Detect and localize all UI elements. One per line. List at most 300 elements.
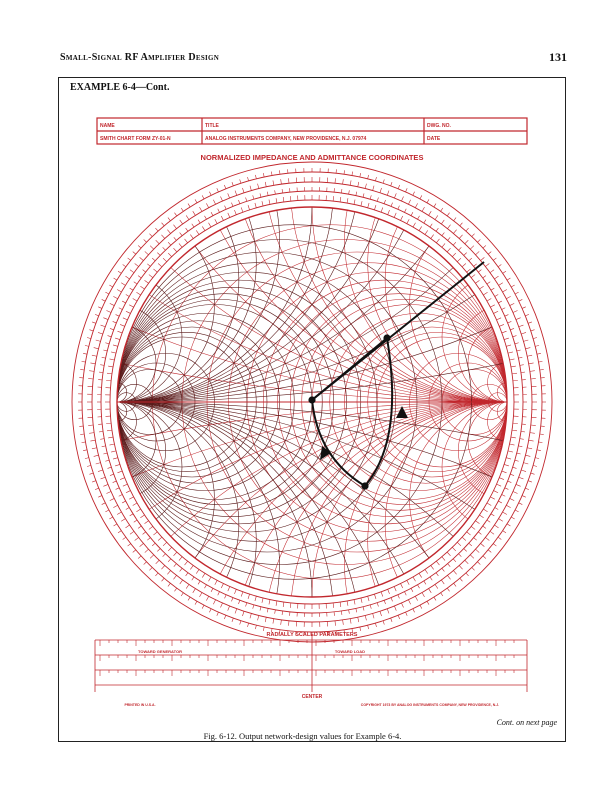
- ring-tick: [511, 366, 516, 367]
- ring-tick: [365, 184, 366, 189]
- ring-tick: [510, 474, 514, 475]
- ring-tick: [147, 538, 150, 541]
- ring-tick: [427, 601, 429, 604]
- ring-tick: [469, 258, 472, 261]
- ring-tick: [87, 338, 91, 339]
- ring-tick: [356, 192, 357, 196]
- ring-tick: [106, 310, 111, 312]
- ring-tick: [144, 239, 147, 242]
- ring-tick: [109, 517, 112, 519]
- ring-tick: [125, 276, 129, 279]
- ring-tick: [114, 524, 117, 526]
- ring-tick: [118, 271, 121, 273]
- ring-tick: [128, 544, 131, 546]
- ring-tick: [123, 484, 128, 486]
- ring-tick: [470, 555, 474, 558]
- ring-tick: [503, 290, 507, 293]
- name-label: NAME: [100, 123, 115, 129]
- ring-tick: [130, 514, 133, 516]
- ring-tick: [475, 549, 479, 552]
- ring-tick: [116, 315, 120, 317]
- ring-tick: [186, 228, 188, 231]
- ring-tick: [255, 596, 256, 601]
- ring-tick: [462, 263, 466, 266]
- ring-tick: [143, 532, 146, 534]
- ring-tick: [418, 216, 420, 219]
- ring-tick: [195, 601, 197, 604]
- ring-tick: [477, 562, 480, 565]
- ring-tick: [98, 307, 102, 309]
- ring-tick: [275, 190, 276, 194]
- ring-tick: [442, 243, 445, 247]
- ring-tick: [234, 589, 236, 594]
- form-number: SMITH CHART FORM ZY-01-N: [100, 136, 171, 142]
- ring-tick: [374, 205, 376, 210]
- ring-tick: [123, 318, 128, 320]
- ring-tick: [384, 600, 385, 604]
- ring-tick: [283, 197, 284, 202]
- ring-tick: [163, 247, 166, 250]
- ring-tick: [157, 253, 160, 256]
- ring-tick: [368, 625, 369, 629]
- ring-tick: [520, 365, 524, 366]
- ring-tick: [143, 270, 146, 272]
- ring-tick: [144, 562, 147, 565]
- ring-tick: [193, 211, 196, 215]
- ring-tick: [398, 595, 400, 599]
- ring-tick: [242, 611, 244, 616]
- center-label: CENTER: [301, 694, 323, 700]
- ring-tick: [133, 550, 136, 553]
- ring-tick: [198, 581, 200, 584]
- ring-tick: [126, 311, 130, 313]
- susceptance-arc: [20, 207, 215, 402]
- ring-tick: [361, 598, 362, 603]
- ring-tick: [507, 524, 510, 526]
- ring-tick: [238, 200, 239, 204]
- ring-tick: [231, 598, 232, 602]
- ring-tick: [481, 543, 485, 546]
- ring-tick: [373, 186, 374, 191]
- ring-tick: [162, 578, 165, 581]
- ring-tick: [260, 607, 261, 611]
- ring-tick: [130, 531, 134, 534]
- ring-tick: [510, 328, 514, 329]
- ring-tick: [413, 609, 415, 613]
- ring-tick: [408, 200, 410, 204]
- ring-tick: [407, 580, 409, 584]
- ring-tick: [273, 619, 274, 624]
- ring-tick: [102, 446, 106, 447]
- ring-tick: [347, 601, 348, 606]
- ring-tick: [173, 552, 176, 556]
- ring-tick: [103, 484, 108, 486]
- ring-tick: [464, 253, 467, 256]
- ring-tick: [519, 325, 524, 327]
- ring-tick: [447, 213, 449, 216]
- ring-tick: [161, 565, 164, 569]
- ring-tick: [485, 263, 489, 266]
- ring-tick: [118, 531, 121, 533]
- ring-tick: [457, 258, 461, 261]
- ring-tick: [499, 324, 504, 326]
- reactance-arc: [263, 0, 605, 402]
- ring-tick: [120, 324, 125, 326]
- ring-tick: [109, 285, 112, 287]
- ring-tick: [517, 350, 521, 351]
- ring-tick: [398, 206, 400, 210]
- ring-tick: [535, 458, 539, 459]
- ring-tick: [494, 311, 498, 313]
- ring-tick: [181, 208, 183, 211]
- ring-tick: [499, 283, 503, 286]
- ring-tick: [140, 257, 144, 260]
- ring-tick: [90, 440, 95, 441]
- ring-tick: [517, 453, 521, 454]
- ring-tick: [98, 496, 102, 498]
- ring-tick: [465, 240, 468, 244]
- ring-tick: [260, 193, 261, 197]
- ring-tick: [196, 569, 199, 573]
- ring-tick: [255, 175, 256, 179]
- ring-tick: [503, 271, 506, 273]
- ring-tick: [168, 242, 171, 245]
- ring-tick: [255, 625, 256, 629]
- ring-tick: [163, 542, 167, 545]
- ring-tick: [265, 617, 266, 622]
- ring-tick: [377, 603, 378, 607]
- ring-tick: [121, 519, 125, 522]
- ring-tick: [158, 537, 162, 540]
- ring-tick: [281, 179, 282, 184]
- ring-tick: [466, 573, 469, 576]
- ring-tick: [82, 442, 86, 443]
- ring-tick: [343, 620, 344, 625]
- ring-tick: [180, 568, 182, 571]
- susceptance-arc: [20, 402, 215, 597]
- ring-tick: [92, 448, 97, 449]
- ring-tick: [528, 322, 532, 323]
- ring-tick: [425, 230, 428, 234]
- ring-tick: [368, 203, 369, 208]
- ring-tick: [105, 343, 109, 344]
- ring-tick: [368, 175, 369, 179]
- ring-tick: [218, 592, 220, 596]
- ring-tick: [89, 330, 93, 331]
- ring-tick: [224, 185, 225, 189]
- ring-tick: [110, 303, 114, 305]
- ring-tick: [341, 189, 342, 193]
- ring-tick: [537, 353, 541, 354]
- ring-tick: [422, 207, 425, 211]
- ring-tick: [493, 544, 496, 546]
- ring-tick: [215, 219, 217, 223]
- ring-tick: [92, 355, 97, 356]
- reactance-arc: [410, 207, 605, 402]
- ring-tick: [110, 359, 115, 360]
- ring-tick: [195, 199, 197, 202]
- ring-tick: [263, 627, 264, 631]
- ring-tick: [217, 188, 219, 192]
- ring-tick: [452, 253, 455, 257]
- ring-tick: [506, 458, 511, 459]
- ring-tick: [370, 605, 371, 609]
- ring-tick: [130, 288, 133, 290]
- ring-tick: [436, 228, 438, 231]
- ring-tick: [136, 509, 140, 512]
- ring-tick: [198, 220, 200, 223]
- ring-tick: [483, 556, 486, 559]
- ring-tick: [498, 301, 502, 303]
- ring-tick: [513, 491, 518, 493]
- ring-tick: [105, 510, 109, 512]
- reactance-arc: [290, 0, 605, 402]
- susceptance-arc: [0, 0, 396, 402]
- ring-tick: [119, 494, 123, 496]
- ring-tick: [101, 325, 106, 327]
- ring-tick: [234, 210, 236, 215]
- ring-tick: [411, 588, 413, 592]
- ring-tick: [519, 477, 524, 479]
- ring-tick: [448, 564, 451, 567]
- ring-tick: [281, 620, 282, 625]
- ring-tick: [506, 505, 510, 507]
- ring-tick: [138, 276, 141, 278]
- ring-tick: [225, 206, 227, 210]
- ring-tick: [209, 577, 212, 581]
- ring-tick: [116, 488, 120, 490]
- ring-tick: [498, 264, 501, 266]
- ring-tick: [483, 509, 487, 512]
- ring-tick: [209, 192, 211, 196]
- ring-tick: [407, 219, 409, 223]
- ring-tick: [120, 478, 125, 480]
- ring-tick: [241, 592, 243, 597]
- ring-tick: [521, 372, 525, 373]
- ring-tick: [215, 580, 217, 584]
- ring-tick: [422, 593, 425, 597]
- susceptance-arc: [0, 158, 239, 402]
- publisher: ANALOG INSTRUMENTS COMPANY, NEW PROVIDENCE, N.J. 07974: [205, 136, 367, 142]
- susceptance-arc: [0, 0, 507, 402]
- ring-tick: [163, 258, 167, 261]
- ring-tick: [515, 460, 519, 461]
- ring-tick: [180, 233, 182, 236]
- ring-tick: [394, 587, 396, 592]
- ring-tick: [475, 280, 479, 283]
- ring-tick: [358, 182, 359, 187]
- ring-tick: [110, 474, 114, 475]
- ring-tick: [361, 201, 362, 206]
- ring-tick: [103, 453, 107, 454]
- ring-tick: [521, 431, 525, 432]
- ring-tick: [436, 239, 439, 243]
- ring-tick: [435, 215, 438, 219]
- ring-tick: [288, 178, 289, 183]
- ring-tick: [102, 357, 106, 358]
- ring-tick: [188, 597, 190, 600]
- point-center: [308, 396, 315, 403]
- ring-tick: [527, 448, 532, 449]
- ring-tick: [354, 200, 355, 205]
- ring-tick: [540, 434, 544, 435]
- ring-tick: [505, 315, 509, 317]
- reactance-arc: [410, 402, 605, 597]
- ring-tick: [149, 567, 152, 570]
- ring-tick: [499, 478, 504, 480]
- ring-tick: [174, 237, 177, 240]
- ring-tick: [90, 363, 95, 364]
- ring-tick: [459, 565, 462, 569]
- ring-tick: [114, 278, 117, 280]
- ring-tick: [340, 602, 341, 607]
- ring-tick: [539, 361, 543, 362]
- ring-tick: [527, 355, 532, 356]
- ring-tick: [490, 531, 494, 534]
- ring-tick: [290, 196, 291, 201]
- ring-tick: [436, 561, 439, 565]
- ring-tick: [487, 520, 490, 522]
- ring-tick: [125, 525, 129, 528]
- ring-tick: [99, 372, 103, 373]
- ring-tick: [174, 213, 176, 216]
- reactance-arc: [20, 0, 605, 402]
- ring-tick: [479, 286, 483, 289]
- ring-tick: [481, 257, 485, 260]
- ring-tick: [153, 532, 157, 535]
- ring-tick: [356, 608, 357, 612]
- ring-tick: [186, 584, 189, 588]
- scale-ticks: [100, 640, 514, 676]
- ring-tick: [211, 588, 213, 592]
- ring-tick: [429, 589, 432, 593]
- ring-tick: [106, 423, 111, 424]
- ring-tick: [493, 258, 496, 260]
- ring-tick: [221, 584, 223, 588]
- susceptance-arc: [0, 123, 256, 402]
- ring-tick: [459, 247, 462, 250]
- ring-tick: [531, 425, 536, 426]
- ring-tick: [521, 470, 526, 472]
- ring-tick: [490, 305, 494, 307]
- ring-tick: [102, 299, 106, 301]
- ring-tick: [413, 192, 415, 196]
- ring-tick: [502, 331, 507, 333]
- ring-tick: [401, 584, 403, 588]
- ring-tick: [228, 587, 230, 592]
- ring-tick: [138, 526, 141, 528]
- ring-tick: [85, 345, 89, 346]
- ring-tick: [391, 618, 392, 622]
- ring-tick: [394, 606, 396, 611]
- ring-tick: [95, 488, 99, 489]
- ring-tick: [122, 501, 126, 503]
- ring-tick: [508, 321, 512, 322]
- ring-tick: [150, 555, 154, 558]
- ring-tick: [87, 465, 91, 466]
- ring-tick: [508, 451, 513, 452]
- ring-tick: [365, 615, 366, 620]
- ring-tick: [488, 252, 491, 255]
- ring-tick: [341, 611, 342, 615]
- ring-tick: [508, 352, 513, 353]
- ring-tick: [464, 549, 467, 552]
- ring-tick: [271, 172, 272, 176]
- example-title: EXAMPLE 6-4—Cont.: [70, 82, 170, 93]
- ring-tick: [152, 258, 155, 261]
- ring-tick: [101, 477, 106, 479]
- ring-tick: [108, 366, 113, 367]
- ring-tick: [145, 251, 149, 254]
- ring-tick: [186, 573, 188, 576]
- ring-tick: [391, 182, 392, 186]
- ring-tick: [248, 594, 250, 599]
- ring-tick: [232, 618, 233, 622]
- ring-tick: [145, 549, 149, 552]
- ring-tick: [391, 598, 392, 602]
- ring-tick: [174, 564, 177, 567]
- ring-tick: [494, 525, 498, 528]
- ring-tick: [530, 371, 535, 372]
- ring-tick: [429, 211, 432, 215]
- ring-tick: [411, 212, 413, 216]
- ring-tick: [133, 299, 137, 302]
- ring-tick: [525, 455, 530, 456]
- ring-tick: [103, 318, 108, 320]
- ring-tick: [105, 460, 109, 461]
- ring-tick: [401, 216, 403, 220]
- ring-tick: [253, 605, 254, 609]
- ring-tick: [168, 559, 171, 562]
- ring-tick: [408, 600, 410, 604]
- ring-tick: [383, 621, 384, 625]
- ring-tick: [531, 473, 535, 474]
- ring-tick: [530, 433, 535, 434]
- ring-tick: [510, 303, 514, 305]
- ring-tick: [335, 621, 336, 626]
- ring-tick: [457, 542, 461, 545]
- ring-tick: [110, 444, 115, 445]
- ring-tick: [145, 280, 149, 283]
- ring-tick: [516, 318, 521, 320]
- susceptance-arc: [0, 402, 280, 727]
- ring-tick: [434, 204, 436, 207]
- ring-tick: [126, 491, 130, 493]
- ring-tick: [85, 458, 89, 459]
- ring-tick: [483, 526, 486, 528]
- ring-tick: [228, 193, 230, 198]
- chart-heading: NORMALIZED IMPEDANCE AND ADMITTANCE COORDINATES: [200, 153, 424, 162]
- ring-tick: [123, 537, 126, 539]
- ring-tick: [115, 338, 120, 340]
- ring-tick: [475, 521, 479, 524]
- ring-tick: [537, 450, 541, 451]
- ring-tick: [126, 295, 129, 297]
- ring-tick: [424, 220, 426, 223]
- ring-tick: [220, 603, 222, 608]
- ring-tick: [506, 296, 510, 298]
- ring-tick: [483, 245, 486, 248]
- ring-tick: [460, 223, 463, 226]
- ring-tick: [490, 497, 494, 499]
- dwg-label: DWG. NO.: [427, 123, 451, 129]
- ring-tick: [349, 190, 350, 194]
- ring-tick: [515, 343, 519, 344]
- ring-tick: [282, 189, 283, 193]
- ring-tick: [173, 225, 176, 229]
- ring-tick: [258, 184, 259, 189]
- ring-tick: [420, 195, 422, 199]
